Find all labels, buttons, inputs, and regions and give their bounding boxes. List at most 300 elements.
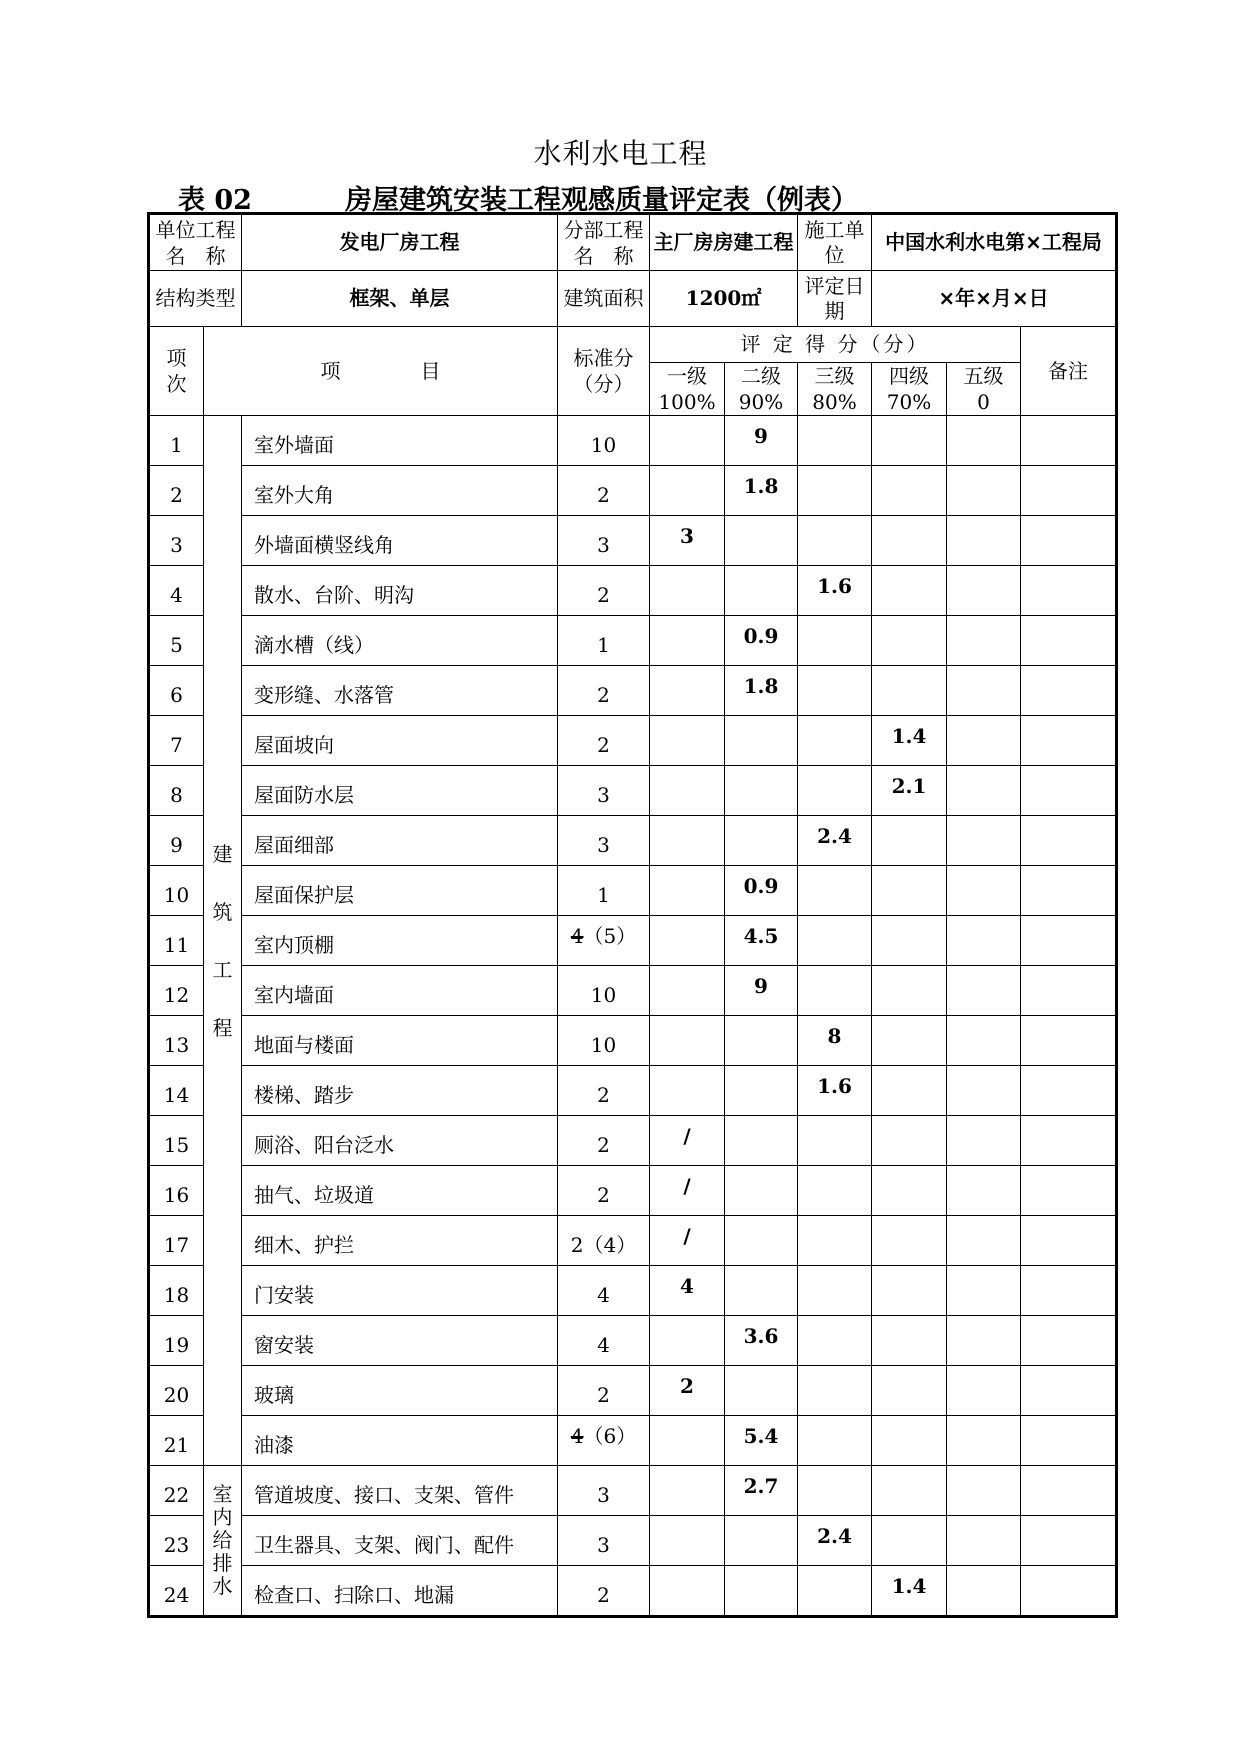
- row-number: [149, 1266, 204, 1316]
- row-standard-score: [558, 566, 650, 616]
- score-level-3: [798, 1216, 872, 1266]
- standard-score-text: （6）: [583, 1424, 637, 1448]
- score-level-5: [947, 1166, 1021, 1216]
- row-number-text: 24: [163, 1583, 190, 1607]
- score-level-4: [872, 766, 947, 816]
- table-row: [149, 1166, 1117, 1216]
- score-value: 5.4: [743, 1424, 779, 1448]
- score-level-4: [872, 1366, 947, 1416]
- row-standard-score: [558, 766, 650, 816]
- score-level-1: [650, 766, 725, 816]
- score-level-4: [872, 866, 947, 916]
- remark-cell: [1021, 1466, 1117, 1516]
- score-level-4: [872, 1416, 947, 1466]
- area-label: 建筑面积: [558, 271, 650, 327]
- row-item-text: 外墙面横竖线角: [254, 533, 394, 557]
- row-standard-score: [558, 1566, 650, 1617]
- row-item-text: 室外墙面: [254, 433, 334, 457]
- score-level-2: [725, 716, 798, 766]
- score-value: 1.4: [891, 1574, 927, 1598]
- score-level-2: [725, 1466, 798, 1516]
- standard-score-text: 2: [597, 733, 610, 757]
- remark-cell: [1021, 616, 1117, 666]
- row-number: [149, 516, 204, 566]
- score-level-1: [650, 566, 725, 616]
- standard-score-text: 3: [597, 1533, 610, 1557]
- row-number: [149, 1466, 204, 1516]
- row-item-text: 屋面防水层: [254, 783, 354, 807]
- score-level-2: [725, 1516, 798, 1566]
- row-item-text: 窗安装: [254, 1333, 314, 1357]
- row-item-text: 变形缝、水落管: [254, 683, 394, 707]
- standard-score-text: 3: [597, 783, 610, 807]
- row-number-text: 15: [163, 1133, 190, 1157]
- remark-cell: [1021, 1366, 1117, 1416]
- row-standard-score: [558, 1016, 650, 1066]
- row-item: [242, 516, 558, 566]
- row-item: [242, 1216, 558, 1266]
- row-number: [149, 1416, 204, 1466]
- table-row: [149, 1366, 1117, 1416]
- score-level-2: [725, 866, 798, 916]
- remark-cell: [1021, 1316, 1117, 1366]
- score-level-2: [725, 566, 798, 616]
- table-row: [149, 1266, 1117, 1316]
- score-level-1: [650, 1416, 725, 1466]
- score-level-5: [947, 616, 1021, 666]
- row-number: [149, 716, 204, 766]
- score-level-5: [947, 816, 1021, 866]
- score-level-3: [798, 1066, 872, 1116]
- table-row: [149, 1316, 1117, 1366]
- row-item-text: 门安装: [254, 1283, 314, 1307]
- score-level-4: [872, 916, 947, 966]
- col-header-standard: 标准分 （分）: [558, 327, 650, 416]
- score-level-5: [947, 1216, 1021, 1266]
- score-level-2: [725, 1216, 798, 1266]
- group-plumbing-label: 室内给排水: [212, 1481, 233, 1598]
- score-level-1: [650, 416, 725, 466]
- score-level-4: [872, 1066, 947, 1116]
- col-header-score-group: 评 定 得 分（分）: [650, 327, 1021, 363]
- score-level-1: [650, 1366, 725, 1416]
- col-header-no: 项 次: [149, 327, 204, 416]
- row-number-text: 2: [170, 483, 183, 507]
- row-number-text: 6: [170, 683, 183, 707]
- score-level-1: [650, 1316, 725, 1366]
- score-value: /: [683, 1174, 691, 1198]
- standard-score-text: 2: [597, 1583, 610, 1607]
- score-value: 4: [680, 1274, 694, 1298]
- row-item: [242, 1266, 558, 1316]
- score-level-1: [650, 1266, 725, 1316]
- row-item-text: 室内顶棚: [254, 933, 334, 957]
- score-level-5: [947, 466, 1021, 516]
- row-number: [149, 1166, 204, 1216]
- col-header-level-4: 四级 70%: [872, 363, 947, 416]
- row-number-text: 16: [163, 1183, 190, 1207]
- row-number: [149, 1216, 204, 1266]
- standard-score-text: 2: [597, 1083, 610, 1107]
- structure-value: 框架、单层: [242, 271, 558, 327]
- row-item: [242, 1566, 558, 1617]
- standard-score-text: 2: [597, 583, 610, 607]
- score-level-3: [798, 516, 872, 566]
- score-level-3: [798, 716, 872, 766]
- score-value: 8: [827, 1024, 842, 1048]
- row-number: [149, 866, 204, 916]
- score-value: /: [683, 1124, 691, 1148]
- score-value: 2: [680, 1374, 694, 1398]
- row-number-text: 21: [163, 1433, 190, 1457]
- evaluation-table: [147, 212, 1118, 1618]
- row-item: [242, 1166, 558, 1216]
- row-item: [242, 816, 558, 866]
- score-level-2: [725, 1166, 798, 1216]
- standard-score-text: 4: [597, 1283, 610, 1307]
- score-level-5: [947, 966, 1021, 1016]
- score-value: 3.6: [743, 1324, 779, 1348]
- row-number-text: 7: [170, 733, 183, 757]
- score-level-3: [798, 566, 872, 616]
- score-level-3: [798, 1316, 872, 1366]
- remark-cell: [1021, 416, 1117, 466]
- standard-score-text: 4: [597, 1333, 610, 1357]
- row-standard-score: [558, 1416, 650, 1466]
- row-item: [242, 716, 558, 766]
- table-row: [149, 1516, 1117, 1566]
- row-standard-score: [558, 516, 650, 566]
- score-level-2: [725, 1116, 798, 1166]
- row-standard-score: [558, 1316, 650, 1366]
- standard-score-text: 10: [590, 433, 617, 457]
- contractor-value: 中国水利水电第×工程局: [872, 214, 1117, 271]
- row-item-text: 油漆: [254, 1433, 294, 1457]
- row-number-text: 22: [163, 1483, 190, 1507]
- remark-cell: [1021, 1516, 1117, 1566]
- score-level-1: [650, 1116, 725, 1166]
- remark-cell: [1021, 1066, 1117, 1116]
- row-item-text: 地面与楼面: [254, 1033, 354, 1057]
- score-level-4: [872, 466, 947, 516]
- row-standard-score: [558, 966, 650, 1016]
- row-item: [242, 666, 558, 716]
- score-level-5: [947, 1366, 1021, 1416]
- row-number-text: 10: [163, 883, 190, 907]
- row-item: [242, 766, 558, 816]
- remark-cell: [1021, 1016, 1117, 1066]
- standard-score-text: 3: [597, 833, 610, 857]
- standard-score-text: 2: [597, 1383, 610, 1407]
- row-item-text: 检查口、扫除口、地漏: [254, 1583, 454, 1607]
- table-row: [149, 1416, 1117, 1466]
- score-level-4: [872, 1466, 947, 1516]
- col-header-level-3: 三级 80%: [798, 363, 872, 416]
- row-item: [242, 616, 558, 666]
- row-standard-score: [558, 1366, 650, 1416]
- row-standard-score: [558, 1066, 650, 1116]
- row-item-text: 楼梯、踏步: [254, 1083, 354, 1107]
- score-level-4: [872, 666, 947, 716]
- score-level-5: [947, 716, 1021, 766]
- row-number: [149, 1316, 204, 1366]
- score-level-5: [947, 1516, 1021, 1566]
- score-level-1: [650, 666, 725, 716]
- row-number: [149, 616, 204, 666]
- standard-score-text: 3: [597, 533, 610, 557]
- sub-project-value: 主厂房房建工程: [650, 214, 798, 271]
- remark-cell: [1021, 516, 1117, 566]
- score-level-5: [947, 1266, 1021, 1316]
- document-title: 水利水电工程: [533, 137, 708, 170]
- score-level-5: [947, 1316, 1021, 1366]
- score-level-2: [725, 1316, 798, 1366]
- score-level-4: [872, 1116, 947, 1166]
- row-number: [149, 1066, 204, 1116]
- remark-cell: [1021, 866, 1117, 916]
- score-level-1: [650, 916, 725, 966]
- score-level-4: [872, 1316, 947, 1366]
- score-level-3: [798, 816, 872, 866]
- row-item-text: 玻璃: [254, 1383, 294, 1407]
- score-level-5: [947, 1116, 1021, 1166]
- table-row: [149, 1566, 1117, 1617]
- score-level-1: [650, 866, 725, 916]
- info-row-1: [149, 214, 1117, 271]
- row-number: [149, 466, 204, 516]
- score-value: 2.7: [743, 1474, 779, 1498]
- row-number: [149, 666, 204, 716]
- score-value: 3: [680, 524, 694, 548]
- score-value: 1.6: [817, 1074, 852, 1098]
- standard-score-text: 2: [597, 683, 610, 707]
- score-level-3: [798, 616, 872, 666]
- score-level-3: [798, 416, 872, 466]
- row-standard-score: [558, 916, 650, 966]
- row-item: [242, 1066, 558, 1116]
- row-item: [242, 1366, 558, 1416]
- score-level-4: [872, 616, 947, 666]
- standard-score-struck: 4: [570, 1424, 584, 1448]
- row-standard-score: [558, 1466, 650, 1516]
- score-level-5: [947, 516, 1021, 566]
- score-level-1: [650, 1566, 725, 1617]
- row-number: [149, 1516, 204, 1566]
- table-row: [149, 1466, 1117, 1516]
- score-level-5: [947, 1416, 1021, 1466]
- score-level-3: [798, 966, 872, 1016]
- row-item: [242, 1466, 558, 1516]
- score-value: 0.9: [743, 624, 779, 648]
- score-level-2: [725, 816, 798, 866]
- table-row: [149, 866, 1117, 916]
- row-item-text: 管道坡度、接口、支架、管件: [254, 1483, 514, 1507]
- standard-score-text: （5）: [583, 924, 637, 948]
- score-level-4: [872, 966, 947, 1016]
- remark-cell: [1021, 1266, 1117, 1316]
- table-row: [149, 466, 1117, 516]
- row-number: [149, 916, 204, 966]
- score-level-4: [872, 716, 947, 766]
- info-row-2: [149, 271, 1117, 327]
- remark-cell: [1021, 1216, 1117, 1266]
- standard-score-text: 10: [590, 983, 617, 1007]
- score-level-2: [725, 616, 798, 666]
- score-level-3: [798, 666, 872, 716]
- standard-score-text: 2: [597, 1133, 610, 1157]
- score-level-2: [725, 1416, 798, 1466]
- standard-score-text: 2（4）: [570, 1233, 637, 1257]
- score-value: 9: [754, 424, 768, 448]
- row-number: [149, 416, 204, 466]
- column-header-row-1: [149, 327, 1117, 363]
- date-value: ×年×月×日: [872, 271, 1117, 327]
- standard-score-text: 10: [590, 1033, 617, 1057]
- row-standard-score: [558, 1516, 650, 1566]
- remark-cell: [1021, 816, 1117, 866]
- score-level-5: [947, 1016, 1021, 1066]
- score-level-3: [798, 766, 872, 816]
- row-number-text: 17: [163, 1233, 190, 1257]
- row-number-text: 9: [170, 833, 183, 857]
- group-building: [204, 416, 242, 1466]
- row-item: [242, 1016, 558, 1066]
- row-standard-score: [558, 1216, 650, 1266]
- score-level-1: [650, 466, 725, 516]
- row-item-text: 卫生器具、支架、阀门、配件: [254, 1533, 514, 1557]
- score-level-3: [798, 1266, 872, 1316]
- row-number-text: 5: [170, 633, 183, 657]
- score-level-1: [650, 1166, 725, 1216]
- table-row: [149, 1116, 1117, 1166]
- row-standard-score: [558, 816, 650, 866]
- score-level-3: [798, 466, 872, 516]
- col-header-level-1: 一级 100%: [650, 363, 725, 416]
- row-number-text: 11: [163, 933, 190, 957]
- score-level-2: [725, 1366, 798, 1416]
- row-item: [242, 916, 558, 966]
- score-level-3: [798, 1366, 872, 1416]
- score-value: 4.5: [743, 924, 779, 948]
- unit-project-label: 单位工程 名 称: [149, 214, 242, 271]
- row-number: [149, 766, 204, 816]
- standard-score-text: 2: [597, 1183, 610, 1207]
- score-level-3: [798, 1566, 872, 1617]
- score-level-4: [872, 816, 947, 866]
- score-level-2: [725, 766, 798, 816]
- row-number-text: 23: [163, 1533, 190, 1557]
- row-item-text: 屋面保护层: [254, 883, 354, 907]
- score-value: 2.1: [891, 774, 927, 798]
- row-number: [149, 1566, 204, 1617]
- score-level-1: [650, 1516, 725, 1566]
- group-plumbing: [204, 1466, 242, 1617]
- score-level-5: [947, 566, 1021, 616]
- row-number: [149, 1016, 204, 1066]
- row-standard-score: [558, 466, 650, 516]
- score-value: 1.8: [743, 474, 779, 498]
- score-level-5: [947, 1066, 1021, 1116]
- row-standard-score: [558, 616, 650, 666]
- score-level-5: [947, 416, 1021, 466]
- score-level-5: [947, 916, 1021, 966]
- remark-cell: [1021, 1116, 1117, 1166]
- score-value: 2.4: [817, 824, 852, 848]
- score-level-1: [650, 1066, 725, 1116]
- row-number: [149, 1116, 204, 1166]
- row-item: [242, 1416, 558, 1466]
- score-level-2: [725, 416, 798, 466]
- score-level-1: [650, 816, 725, 866]
- score-level-4: [872, 1566, 947, 1617]
- score-level-5: [947, 666, 1021, 716]
- score-level-1: [650, 716, 725, 766]
- score-level-4: [872, 566, 947, 616]
- table-heading: [0, 178, 1241, 214]
- row-item: [242, 1516, 558, 1566]
- table-row: [149, 1016, 1117, 1066]
- area-value: 1200㎡: [650, 271, 798, 327]
- row-item-text: 散水、台阶、明沟: [254, 583, 414, 607]
- score-level-2: [725, 1066, 798, 1116]
- row-number-text: 18: [163, 1283, 190, 1307]
- table-row: [149, 916, 1117, 966]
- row-standard-score: [558, 1116, 650, 1166]
- remark-cell: [1021, 966, 1117, 1016]
- col-header-item: 项 目: [204, 327, 558, 416]
- score-level-3: [798, 916, 872, 966]
- row-standard-score: [558, 666, 650, 716]
- row-number: [149, 566, 204, 616]
- row-item: [242, 1316, 558, 1366]
- row-standard-score: [558, 716, 650, 766]
- score-level-1: [650, 516, 725, 566]
- score-level-2: [725, 466, 798, 516]
- row-number-text: 3: [170, 533, 183, 557]
- row-item: [242, 566, 558, 616]
- row-standard-score: [558, 1266, 650, 1316]
- row-standard-score: [558, 416, 650, 466]
- sub-project-label: 分部工程 名 称: [558, 214, 650, 271]
- table-row: [149, 666, 1117, 716]
- score-level-4: [872, 416, 947, 466]
- row-number-text: 13: [163, 1033, 190, 1057]
- row-standard-score: [558, 1166, 650, 1216]
- score-level-2: [725, 516, 798, 566]
- table-row: [149, 766, 1117, 816]
- score-level-5: [947, 766, 1021, 816]
- remark-cell: [1021, 1166, 1117, 1216]
- standard-score-text: 1: [597, 633, 610, 657]
- score-level-2: [725, 1266, 798, 1316]
- table-row: [149, 616, 1117, 666]
- row-item: [242, 416, 558, 466]
- row-number: [149, 816, 204, 866]
- score-value: 1.4: [891, 724, 927, 748]
- row-number-text: 12: [163, 983, 190, 1007]
- row-item-text: 厕浴、阳台泛水: [254, 1133, 394, 1157]
- row-number-text: 8: [170, 783, 183, 807]
- score-value: 2.4: [817, 1524, 852, 1548]
- row-standard-score: [558, 866, 650, 916]
- table-name: 房屋建筑安装工程观感质量评定表（例表）: [345, 185, 858, 216]
- score-level-4: [872, 1166, 947, 1216]
- score-level-1: [650, 1016, 725, 1066]
- remark-cell: [1021, 716, 1117, 766]
- remark-cell: [1021, 766, 1117, 816]
- remark-cell: [1021, 666, 1117, 716]
- col-header-level-2: 二级 90%: [725, 363, 798, 416]
